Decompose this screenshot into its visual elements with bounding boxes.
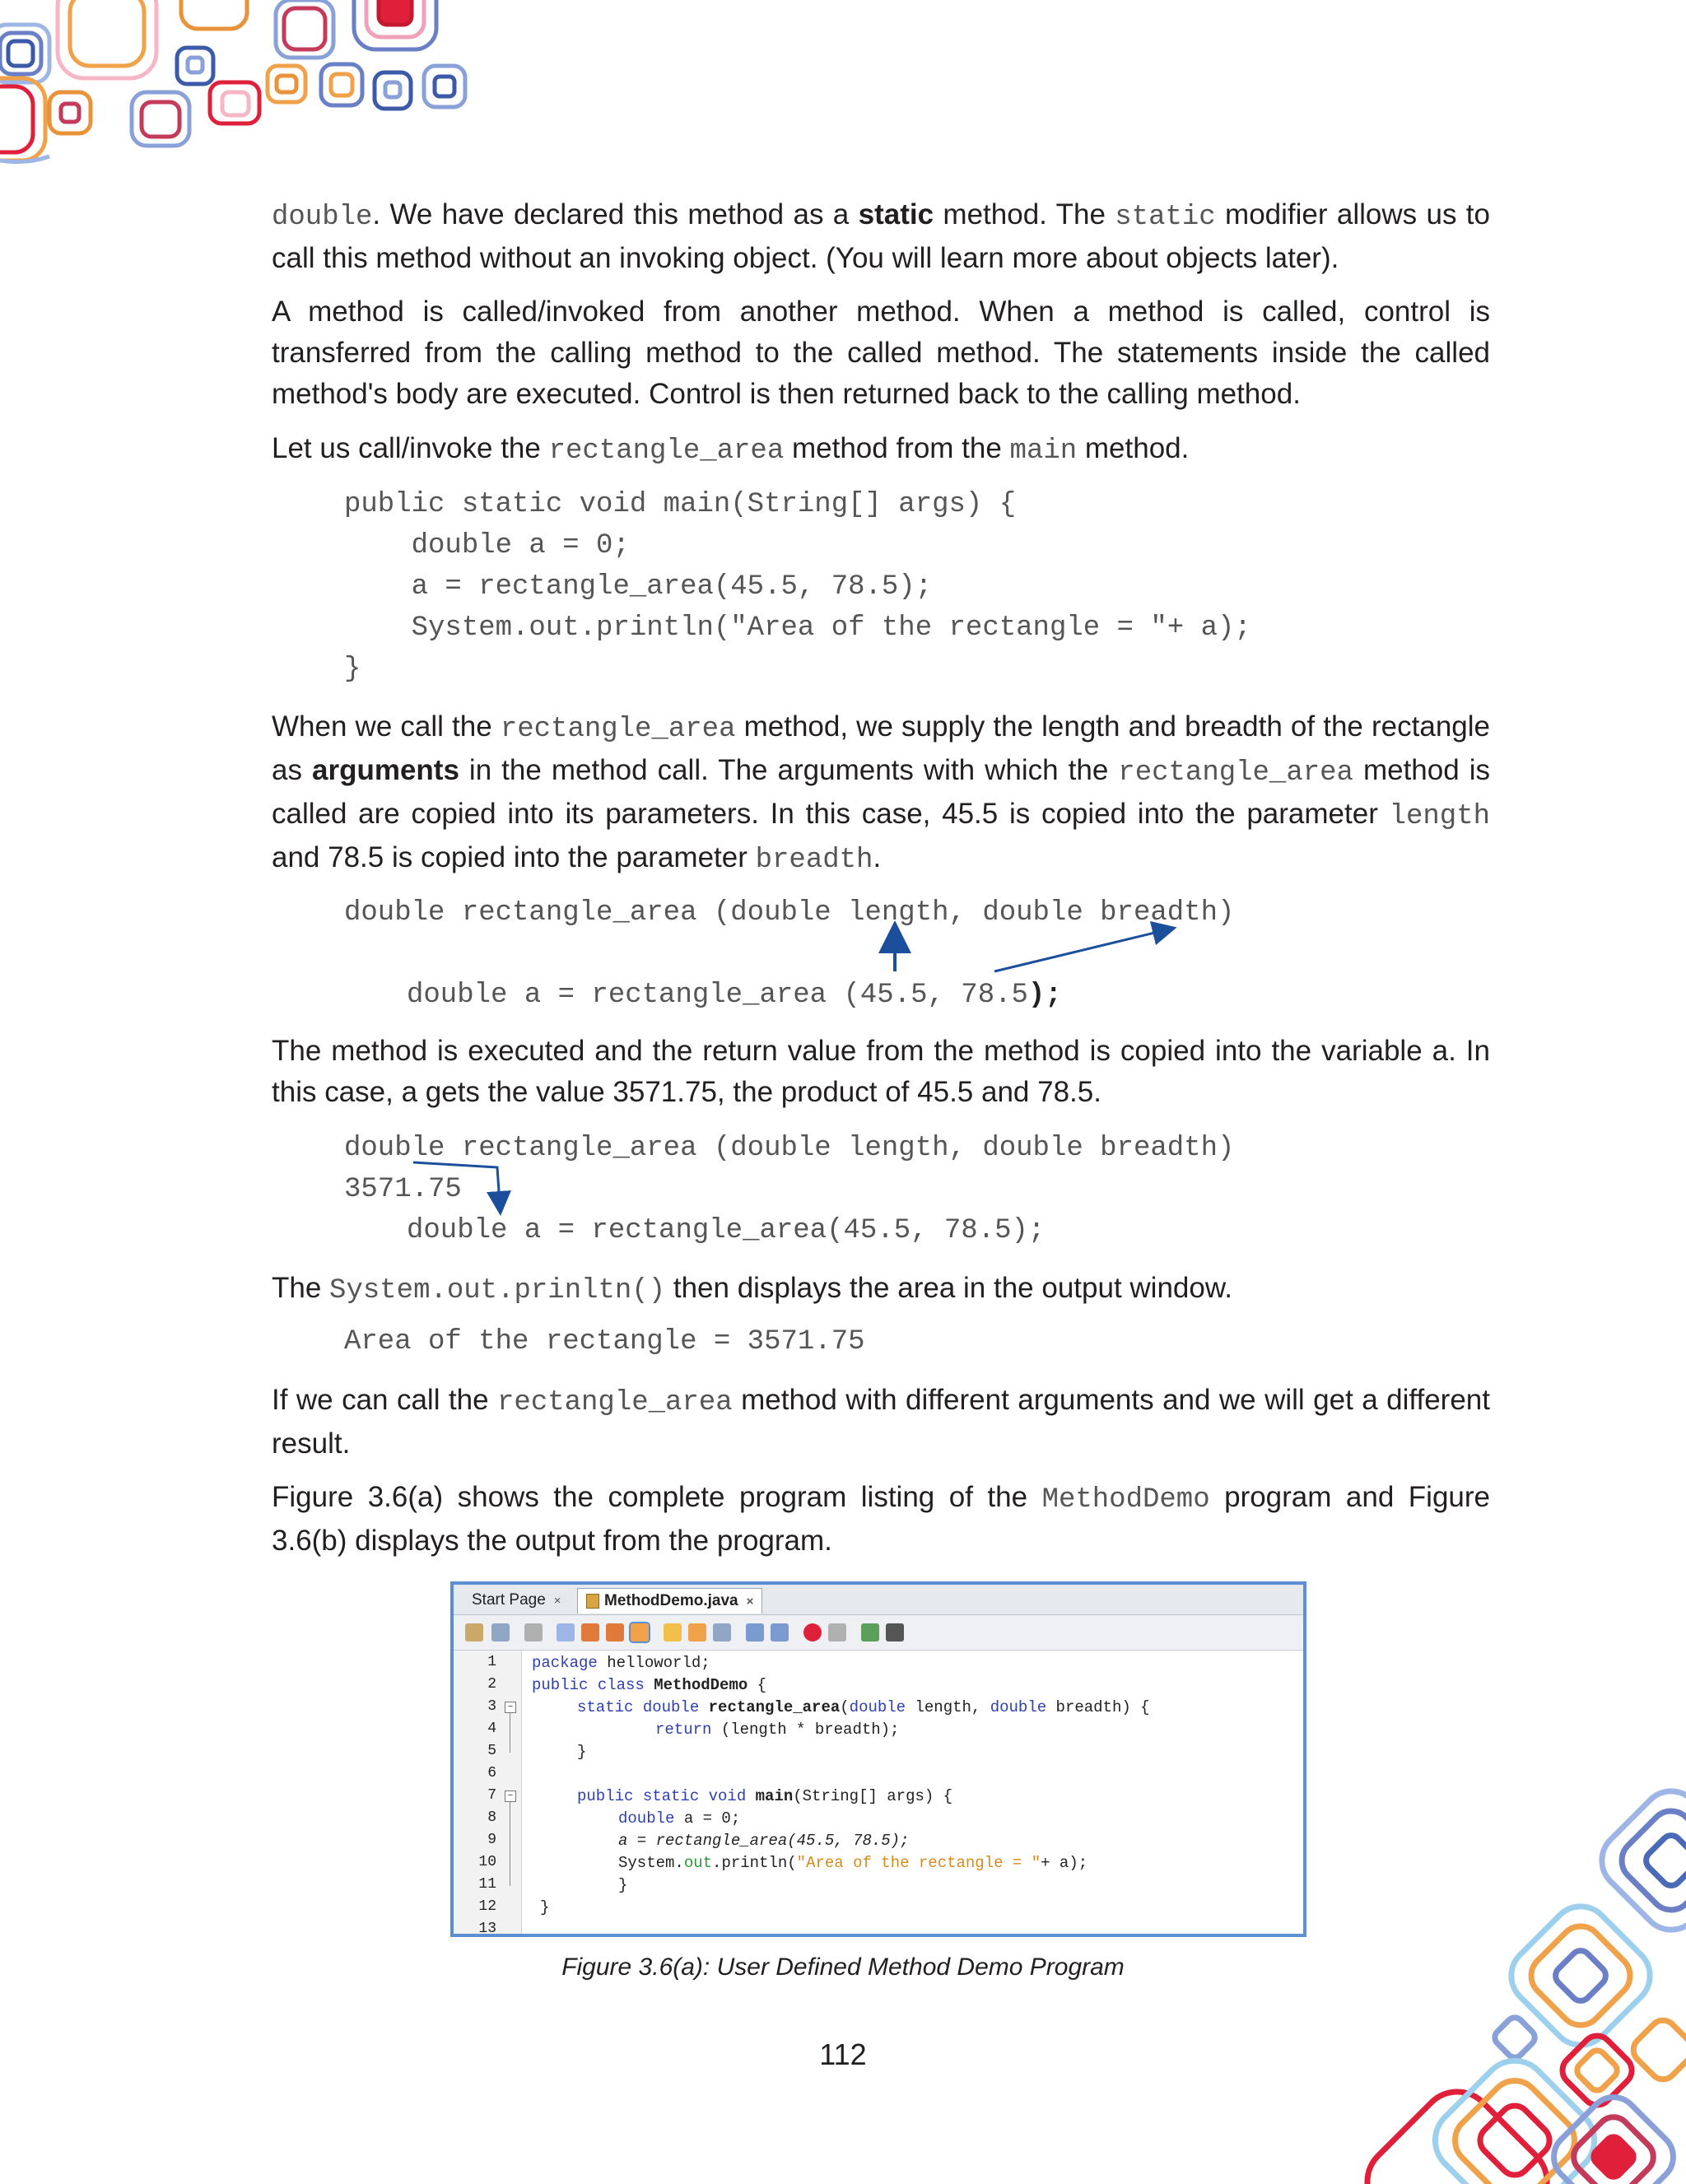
line-number: 1: [487, 1654, 496, 1670]
keyword: public class: [532, 1676, 645, 1694]
text: method, we supply the length and breadth of the rectangle as: [272, 710, 1490, 786]
source-icon[interactable]: [465, 1623, 483, 1641]
comment-icon[interactable]: [861, 1623, 879, 1641]
line-number: 12: [478, 1898, 496, 1915]
code-text: a = 0;: [674, 1809, 741, 1828]
tab-methoddemo-java[interactable]: [577, 1588, 762, 1614]
line-number: 6: [487, 1765, 496, 1781]
line-number: 10: [478, 1854, 496, 1870]
record-macro-icon[interactable]: [803, 1623, 822, 1641]
field-name: out: [683, 1854, 713, 1872]
stop-macro-icon[interactable]: [828, 1623, 846, 1641]
editor-toolbar: [454, 1615, 1303, 1651]
inline-code: System.out.prinltn(): [329, 1275, 666, 1306]
text: modifier allows us to call this method without an invoking object. (You will learn more about objects later).: [272, 198, 1490, 274]
fold-toggle-icon[interactable]: −: [505, 1702, 516, 1713]
inline-code: rectangle_area: [500, 714, 736, 745]
line-number: 8: [487, 1809, 496, 1826]
code-line: a = rectangle_area(45.5, 78.5);: [344, 571, 933, 603]
text: If we can call the: [272, 1384, 498, 1416]
arrow-to-breadth: [994, 930, 1165, 971]
close-icon[interactable]: ×: [746, 1595, 754, 1609]
editor-line-12: }: [540, 1898, 550, 1916]
bold-text: static: [858, 198, 934, 231]
editor-tab-bar: [454, 1585, 1303, 1615]
code-text: (String[] args) {: [793, 1787, 953, 1805]
editor-line-8: [618, 1809, 740, 1828]
code-text: );: [1027, 980, 1062, 1011]
code-text: System.: [618, 1854, 684, 1872]
text: method from the: [784, 432, 1010, 464]
tab-label: MethodDemo.java: [604, 1592, 738, 1609]
editor-line-1: [532, 1654, 710, 1672]
paragraph-different-args: [272, 1380, 1490, 1465]
inline-code: rectangle_area: [1118, 757, 1353, 789]
keyword: public static void: [577, 1787, 747, 1805]
toggle-bookmark-icon[interactable]: [713, 1623, 731, 1641]
java-file-icon: [586, 1594, 599, 1609]
code-signature: double rectangle_area (double length, double breadth): [344, 897, 1235, 929]
paragraph-println: [272, 1268, 1490, 1311]
keyword: double: [849, 1698, 906, 1716]
text: in the method call. The arguments with which the: [459, 754, 1119, 786]
code-result-value: 3571.75: [344, 1174, 462, 1205]
code-line: double a = 0;: [344, 530, 630, 561]
search-icon[interactable]: [557, 1623, 575, 1641]
editor-line-7: [577, 1787, 952, 1805]
inline-code: length: [1389, 801, 1490, 832]
text: Figure 3.6(a) shows the complete program listing of the: [272, 1481, 1042, 1513]
code-text: .println(: [712, 1854, 797, 1872]
keyword: static double: [577, 1698, 700, 1716]
inline-code: rectangle_area: [497, 1387, 733, 1418]
inline-code: breadth: [755, 845, 873, 876]
shift-right-icon[interactable]: [771, 1623, 789, 1641]
code-text: {: [748, 1676, 767, 1694]
text: method.: [1077, 432, 1190, 464]
text: The: [272, 1272, 330, 1304]
code-text: breadth) {: [1046, 1698, 1150, 1716]
back-icon[interactable]: [524, 1623, 543, 1641]
toggle-highlight-icon[interactable]: [631, 1623, 649, 1641]
shift-left-icon[interactable]: [746, 1623, 764, 1641]
code-block-main: [344, 484, 1251, 690]
fold-toggle-icon[interactable]: −: [505, 1791, 516, 1802]
method-name: rectangle_area: [699, 1698, 841, 1716]
code-text: double a = rectangle_area (45.5, 78.5: [407, 980, 1028, 1011]
tab-label: Start Page: [472, 1591, 546, 1609]
code-call-line-2: double a = rectangle_area(45.5, 78.5);: [407, 1215, 1046, 1246]
tab-start-page[interactable]: [463, 1588, 570, 1613]
inline-code: double: [272, 202, 373, 233]
text: When we call the: [272, 710, 501, 743]
line-number: 7: [487, 1787, 496, 1804]
code-text: (: [840, 1698, 850, 1716]
paragraph-static-method: [272, 194, 1490, 279]
inline-code: main: [1009, 435, 1078, 467]
code-text: length,: [906, 1698, 990, 1716]
class-name: MethodDemo: [644, 1676, 748, 1694]
code-line: System.out.println("Area of the rectangle = "+ a);: [344, 612, 1251, 644]
text: . We have declared this method as a: [372, 198, 859, 231]
inline-code: MethodDemo: [1041, 1484, 1210, 1516]
line-number: 5: [487, 1743, 496, 1759]
page-number: 112: [819, 2037, 867, 2071]
figure-caption: Figure 3.6(a): User Defined Method Demo Program: [561, 1953, 1125, 1981]
editor-line-9: a = rectangle_area(45.5, 78.5);: [618, 1832, 910, 1850]
keyword: double: [618, 1809, 675, 1828]
history-icon[interactable]: [491, 1623, 510, 1641]
paragraph-method-call: A method is called/invoked from another method. When a method is called, control is transferred from the calling method to the called method. The statements inside the called method's body are executed. Control is then returned back to the calling method.: [272, 296, 1490, 410]
text: then displays the area in the output window.: [665, 1272, 1232, 1304]
method-name: main: [746, 1787, 794, 1805]
line-number: 13: [478, 1921, 496, 1937]
code-text: helloworld;: [597, 1654, 710, 1672]
string-literal: "Area of the rectangle = ": [796, 1854, 1041, 1872]
text: method is called are copied into its parameters. In this case, 45.5 is copied into the parameter: [272, 754, 1490, 830]
code-text: + a);: [1041, 1854, 1088, 1872]
find-previous-icon[interactable]: [581, 1623, 599, 1641]
line-number: 2: [487, 1676, 496, 1693]
line-number: 9: [487, 1832, 496, 1848]
close-icon[interactable]: ×: [553, 1594, 561, 1608]
output-line: Area of the rectangle = 3571.75: [344, 1326, 865, 1357]
uncomment-icon[interactable]: [886, 1623, 904, 1641]
keyword: package: [532, 1654, 598, 1672]
paragraph-figure-ref: [272, 1477, 1490, 1562]
editor-line-10: [618, 1854, 1088, 1872]
ide-screenshot: [450, 1581, 1306, 1937]
previous-bookmark-icon[interactable]: [664, 1623, 682, 1641]
line-number: 3: [487, 1698, 496, 1715]
code-call-line: [407, 975, 1062, 1016]
paragraph-return-value: The method is executed and the return value from the method is copied into the variable a. In this case, a gets the value 3571.75, the product of 45.5 and 78.5.: [272, 1035, 1490, 1108]
code-line: public static void main(String[] args) {: [344, 489, 1017, 520]
paragraph-arguments: [272, 706, 1490, 881]
keyword: double: [990, 1698, 1047, 1716]
text: and 78.5 is copied into the parameter: [272, 841, 756, 873]
text: .: [873, 841, 882, 873]
paragraph-invoke: [272, 428, 1490, 472]
text: method. The: [934, 198, 1115, 231]
line-number-gutter: [454, 1651, 522, 1937]
inline-code: rectangle_area: [548, 435, 785, 467]
code-text: (length * breadth);: [711, 1721, 900, 1739]
text: Let us call/invoke the: [272, 432, 549, 464]
editor-line-5: }: [577, 1743, 587, 1761]
editor-line-11: }: [618, 1876, 628, 1894]
text: program and Figure 3.6(b) displays the output from the program.: [272, 1481, 1491, 1557]
next-bookmark-icon[interactable]: [688, 1623, 706, 1641]
line-number: 4: [487, 1721, 496, 1737]
code-line: }: [344, 654, 361, 685]
editor-line-4: [655, 1721, 899, 1739]
code-signature-2: double rectangle_area (double length, double breadth): [344, 1133, 1235, 1164]
find-next-icon[interactable]: [606, 1623, 624, 1641]
bold-text: arguments: [311, 754, 459, 786]
keyword: return: [655, 1721, 712, 1739]
inline-code: static: [1115, 202, 1216, 233]
editor-line-3: [577, 1698, 1150, 1716]
editor-line-2: [532, 1676, 766, 1694]
line-number: 11: [478, 1876, 496, 1893]
text: method with different arguments and we will get a different result.: [272, 1384, 1490, 1460]
